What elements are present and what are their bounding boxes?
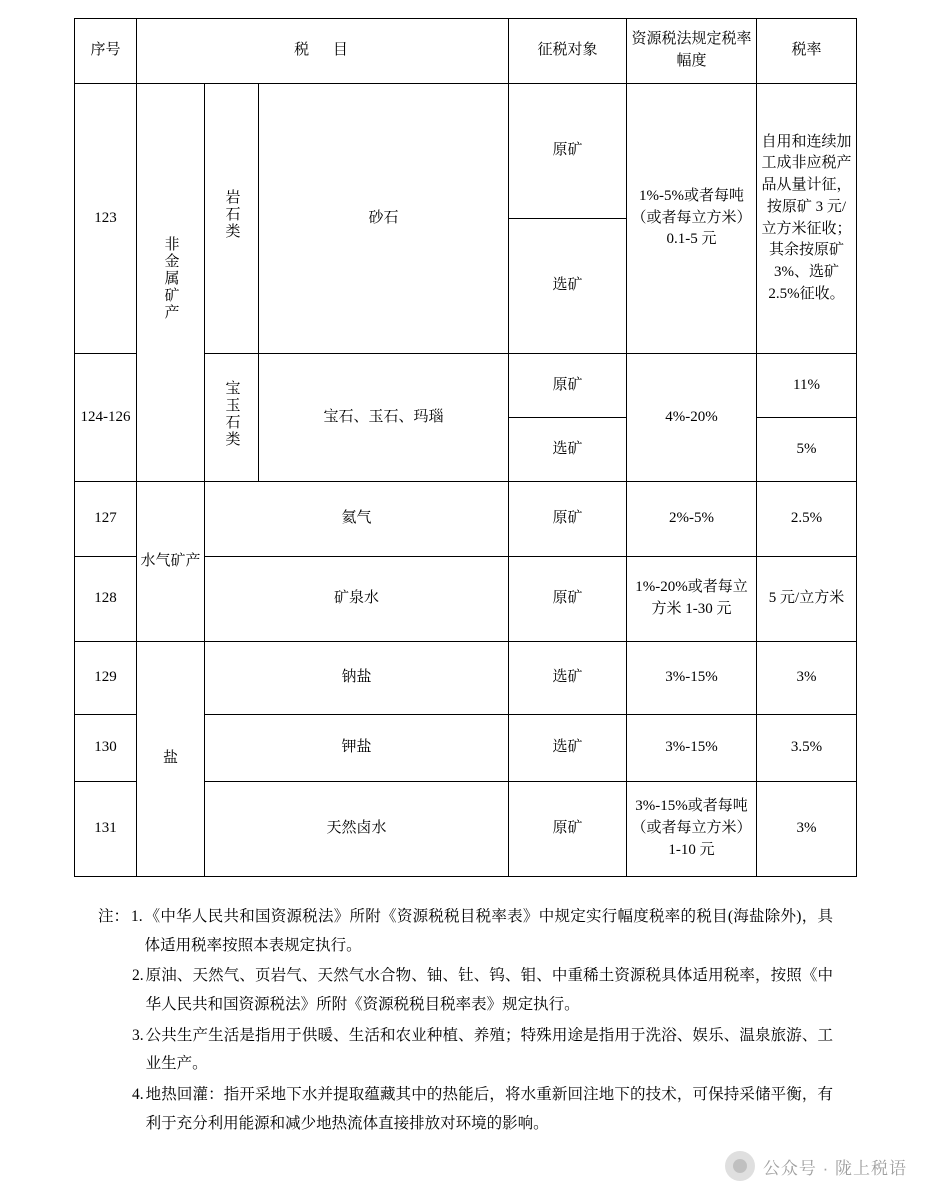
note-label-2: 2. (132, 967, 144, 985)
rate-124-raw: 11% (757, 354, 857, 418)
group-nonmetal-label: 非金属矿产 (162, 236, 179, 322)
rate-127: 2.5% (757, 482, 857, 557)
range-124: 4%-20% (627, 354, 757, 482)
rate-130: 3.5% (757, 715, 857, 782)
note-label-4: 4. (132, 1086, 144, 1104)
group-watergas-label: 水气矿产 (140, 552, 201, 569)
row-no-127: 127 (75, 482, 137, 557)
rate-131: 3% (757, 782, 857, 877)
row-no-130: 130 (75, 715, 137, 782)
table-row (75, 642, 857, 715)
range-128: 1%-20%或者每立方米 1-30 元 (627, 557, 757, 642)
header-no: 序号 (75, 19, 137, 84)
item-name-124: 宝石、玉石、玛瑙 (259, 354, 509, 482)
object-129: 选矿 (509, 642, 627, 715)
item-name-128: 矿泉水 (205, 557, 509, 642)
item-name-130: 钾盐 (205, 715, 509, 782)
header-range: 资源税法规定税率幅度 (627, 19, 757, 84)
subgroup-rock-label: 岩石类 (223, 189, 240, 241)
object-124-dressed: 选矿 (509, 418, 627, 482)
item-name-127: 氦气 (205, 482, 509, 557)
subgroup-gem-label: 宝玉石类 (223, 379, 240, 448)
object-123-dressed: 选矿 (509, 219, 627, 354)
object-123-raw: 原矿 (509, 84, 627, 219)
watermark-text: 公众号 · 陇上税语 (762, 1158, 907, 1178)
range-130: 3%-15% (627, 715, 757, 782)
notes-section (98, 903, 833, 1138)
resource-tax-rate-table (74, 18, 857, 877)
item-name-131: 天然卤水 (205, 782, 509, 877)
row-no-131: 131 (75, 782, 137, 877)
rate-124-dressed: 5% (757, 418, 857, 482)
rate-129: 3% (757, 642, 857, 715)
item-name-123: 砂石 (259, 84, 509, 354)
row-no-123: 123 (75, 84, 137, 354)
object-130: 选矿 (509, 715, 627, 782)
note-text-4: 地热回灌：指开采地下水并提取蕴藏其中的热能后，将水重新回注地下的技术，可保持采储平衡，有利于充分利用能源和减少地热流体直接排放对环境的影响。 (145, 1086, 833, 1132)
note-label-1: 1. (131, 908, 143, 925)
group-salt-label: 盐 (162, 750, 178, 767)
note-item (98, 962, 833, 1019)
object-127: 原矿 (509, 482, 627, 557)
row-no-128: 128 (75, 557, 137, 642)
range-127: 2%-5% (627, 482, 757, 557)
note-text-3: 公共生产生活是指用于供暖、生活和农业种植、养殖；特殊用途是指用于洗浴、娱乐、温泉旅游、工业生产。 (145, 1026, 833, 1073)
table-row (75, 482, 857, 557)
table-row (75, 84, 857, 219)
rate-123: 自用和连续加工成非应税产品从量计征，按原矿 3 元/立方米征收；其余按原矿 3%、选矿 2.5%征收。 (757, 84, 857, 354)
notes-prefix: 注： (98, 908, 130, 925)
header-rate: 税率 (757, 19, 857, 84)
note-text-1: 《中华人民共和国资源税法》所附《资源税税目税率表》中规定实行幅度税率的税目(海盐除外)，具体适用税率按照本表规定执行。 (144, 908, 833, 954)
item-name-129: 钠盐 (205, 642, 509, 715)
range-131: 3%-15%或者每吨（或者每立方米）1-10 元 (627, 782, 757, 877)
group-watergas (137, 482, 205, 642)
header-object: 征税对象 (509, 19, 627, 84)
subgroup-rock (205, 84, 259, 354)
watermark (725, 1151, 907, 1181)
note-item (98, 1022, 833, 1079)
header-item: 税 目 (137, 19, 509, 84)
row-no-124-126: 124-126 (75, 354, 137, 482)
group-nonmetal (137, 84, 205, 482)
range-129: 3%-15% (627, 642, 757, 715)
note-label-3: 3. (132, 1026, 144, 1044)
row-no-129: 129 (75, 642, 137, 715)
group-salt (137, 642, 205, 877)
note-text-2: 原油、天然气、页岩气、天然气水合物、铀、钍、钨、钼、中重稀土资源税具体适用税率，按照《中华人民共和国资源税法》所附《资源税税目税率表》规定执行。 (145, 967, 833, 1014)
object-128: 原矿 (509, 557, 627, 642)
note-item (98, 903, 833, 960)
table-header-row (75, 19, 857, 84)
range-123: 1%-5%或者每吨（或者每立方米）0.1-5 元 (627, 84, 757, 354)
watermark-logo-icon (725, 1151, 755, 1181)
subgroup-gem (205, 354, 259, 482)
object-131: 原矿 (509, 782, 627, 877)
note-item (98, 1081, 833, 1138)
object-124-raw: 原矿 (509, 354, 627, 418)
rate-128: 5 元/立方米 (757, 557, 857, 642)
